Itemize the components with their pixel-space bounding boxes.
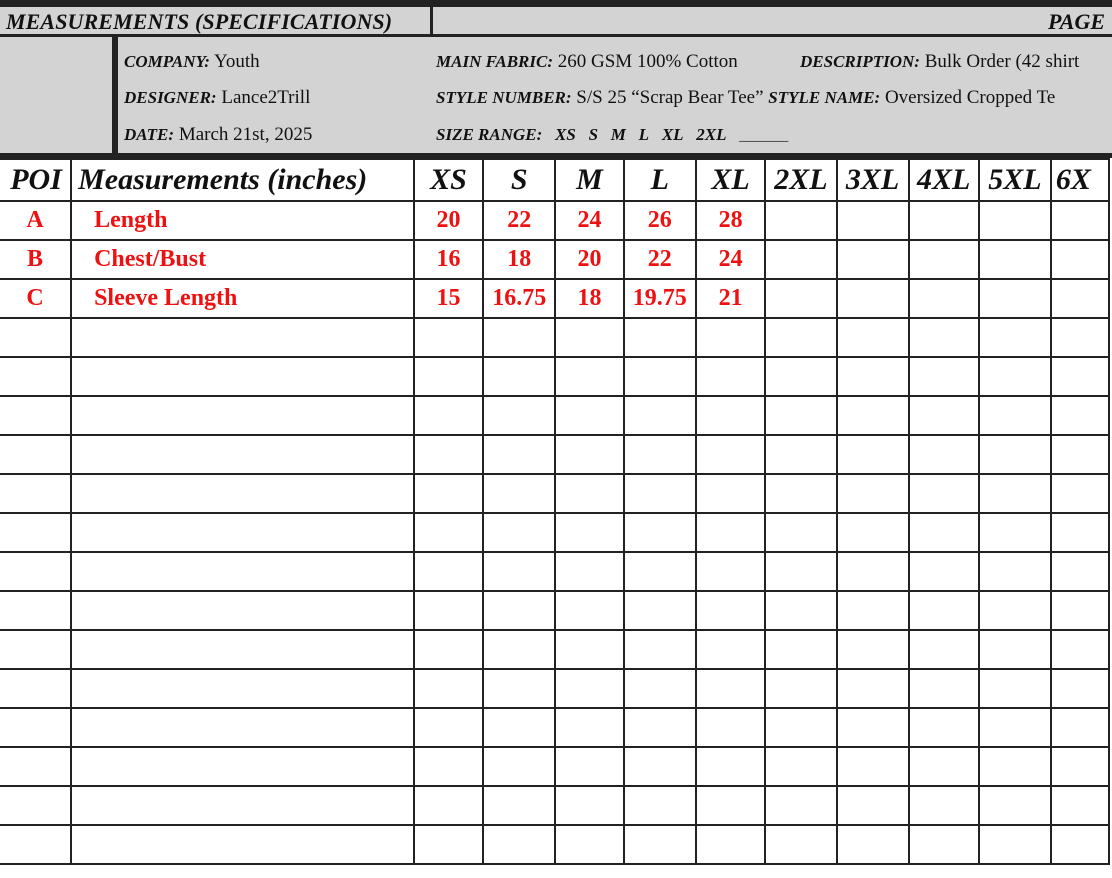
empty-cell	[624, 552, 696, 591]
measurement-value-cell	[1051, 240, 1109, 279]
empty-cell	[765, 786, 836, 825]
empty-cell	[0, 747, 71, 786]
empty-cell	[414, 318, 483, 357]
designer-label: DESIGNER:	[124, 88, 217, 107]
measurement-name-cell: Sleeve Length	[71, 279, 414, 318]
empty-cell	[765, 630, 836, 669]
empty-cell	[979, 747, 1051, 786]
empty-cell	[909, 630, 979, 669]
company-field	[124, 51, 260, 73]
size-range-xs: XS	[555, 125, 576, 144]
measurement-value-cell: 28	[696, 201, 766, 240]
empty-cell	[765, 591, 836, 630]
empty-row	[0, 825, 1109, 864]
empty-cell	[909, 357, 979, 396]
empty-cell	[979, 474, 1051, 513]
empty-cell	[909, 474, 979, 513]
empty-cell	[765, 513, 836, 552]
empty-cell	[483, 669, 555, 708]
empty-cell	[624, 357, 696, 396]
empty-cell	[414, 552, 483, 591]
measurement-value-cell: 22	[483, 201, 555, 240]
empty-row	[0, 435, 1109, 474]
empty-cell	[483, 513, 555, 552]
empty-cell	[71, 669, 414, 708]
empty-cell	[837, 630, 909, 669]
empty-cell	[414, 669, 483, 708]
measurement-value-cell: 20	[555, 240, 623, 279]
empty-cell	[765, 435, 836, 474]
measurement-value-cell	[909, 240, 979, 279]
empty-cell	[1051, 357, 1109, 396]
empty-cell	[909, 747, 979, 786]
empty-cell	[837, 591, 909, 630]
empty-cell	[71, 435, 414, 474]
col-header-5xl: 5XL	[979, 159, 1051, 201]
empty-cell	[1051, 786, 1109, 825]
empty-cell	[414, 357, 483, 396]
empty-cell	[0, 591, 71, 630]
measurement-value-cell	[765, 279, 836, 318]
empty-cell	[696, 435, 766, 474]
empty-cell	[696, 630, 766, 669]
empty-cell	[765, 708, 836, 747]
measurement-value-cell: 15	[414, 279, 483, 318]
measurement-value-cell	[909, 279, 979, 318]
description-field	[800, 51, 1079, 73]
empty-cell	[555, 669, 623, 708]
empty-cell	[71, 318, 414, 357]
empty-cell	[1051, 513, 1109, 552]
empty-cell	[71, 708, 414, 747]
empty-cell	[414, 747, 483, 786]
empty-cell	[624, 396, 696, 435]
empty-cell	[483, 630, 555, 669]
empty-cell	[837, 396, 909, 435]
measurement-value-cell: 26	[624, 201, 696, 240]
table-row	[0, 240, 1109, 279]
empty-cell	[414, 474, 483, 513]
empty-cell	[71, 825, 414, 864]
empty-cell	[483, 435, 555, 474]
empty-cell	[71, 786, 414, 825]
empty-cell	[0, 552, 71, 591]
col-header-l: L	[624, 159, 696, 201]
empty-cell	[1051, 552, 1109, 591]
empty-cell	[483, 318, 555, 357]
empty-cell	[696, 747, 766, 786]
empty-cell	[483, 552, 555, 591]
empty-cell	[71, 747, 414, 786]
measurement-value-cell	[765, 201, 836, 240]
empty-cell	[414, 396, 483, 435]
size-range-label: SIZE RANGE:	[436, 125, 543, 144]
poi-cell: A	[0, 201, 71, 240]
empty-cell	[765, 318, 836, 357]
empty-cell	[909, 825, 979, 864]
empty-cell	[765, 396, 836, 435]
empty-cell	[414, 786, 483, 825]
empty-cell	[696, 552, 766, 591]
table-row	[0, 279, 1109, 318]
empty-cell	[765, 825, 836, 864]
measurements-table	[0, 158, 1110, 865]
empty-cell	[765, 552, 836, 591]
title-bar	[0, 7, 1112, 37]
date-label: DATE:	[124, 125, 175, 144]
empty-cell	[483, 747, 555, 786]
empty-cell	[555, 435, 623, 474]
empty-cell	[624, 669, 696, 708]
measurement-value-cell: 16	[414, 240, 483, 279]
empty-row	[0, 591, 1109, 630]
empty-cell	[765, 357, 836, 396]
empty-cell	[555, 474, 623, 513]
empty-cell	[909, 435, 979, 474]
info-divider	[112, 37, 118, 156]
empty-cell	[909, 513, 979, 552]
style-number-value: S/S 25 “Scrap Bear Tee”	[576, 87, 764, 108]
empty-cell	[624, 435, 696, 474]
style-number-field	[436, 87, 1055, 109]
measurement-name-cell: Chest/Bust	[71, 240, 414, 279]
measurement-value-cell: 20	[414, 201, 483, 240]
company-label: COMPANY:	[124, 52, 210, 71]
empty-cell	[837, 786, 909, 825]
empty-row	[0, 513, 1109, 552]
empty-cell	[696, 669, 766, 708]
header-row	[0, 159, 1109, 201]
empty-row	[0, 747, 1109, 786]
empty-cell	[979, 669, 1051, 708]
measurement-value-cell	[837, 240, 909, 279]
empty-cell	[696, 318, 766, 357]
empty-cell	[979, 435, 1051, 474]
empty-cell	[696, 513, 766, 552]
empty-cell	[696, 786, 766, 825]
measurement-value-cell: 21	[696, 279, 766, 318]
empty-cell	[696, 396, 766, 435]
empty-cell	[555, 396, 623, 435]
empty-cell	[71, 513, 414, 552]
spec-info-panel	[0, 37, 1112, 156]
measurement-value-cell: 24	[555, 201, 623, 240]
empty-cell	[837, 318, 909, 357]
empty-cell	[0, 513, 71, 552]
col-header-poi: POI	[0, 159, 71, 201]
empty-row	[0, 630, 1109, 669]
empty-cell	[837, 552, 909, 591]
empty-cell	[0, 786, 71, 825]
empty-cell	[979, 591, 1051, 630]
empty-cell	[483, 825, 555, 864]
size-range-field	[436, 124, 796, 146]
empty-cell	[696, 708, 766, 747]
empty-cell	[0, 318, 71, 357]
sheet-title: MEASUREMENTS (SPECIFICATIONS)	[6, 9, 393, 34]
size-range-m: M	[610, 125, 626, 144]
empty-cell	[555, 708, 623, 747]
empty-cell	[909, 591, 979, 630]
table-body	[0, 159, 1109, 864]
empty-cell	[1051, 591, 1109, 630]
empty-cell	[483, 786, 555, 825]
empty-cell	[979, 786, 1051, 825]
measurement-value-cell: 24	[696, 240, 766, 279]
size-range-xl: XL	[661, 125, 684, 144]
empty-cell	[1051, 396, 1109, 435]
main-fabric-field	[436, 51, 738, 73]
description-label: DESCRIPTION:	[800, 52, 920, 71]
empty-cell	[696, 474, 766, 513]
empty-cell	[837, 747, 909, 786]
measurement-value-cell	[979, 201, 1051, 240]
col-header-6xl: 6X	[1051, 159, 1109, 201]
empty-cell	[765, 747, 836, 786]
empty-cell	[624, 630, 696, 669]
empty-cell	[837, 435, 909, 474]
col-header-2xl: 2XL	[765, 159, 836, 201]
empty-cell	[483, 474, 555, 513]
empty-cell	[0, 435, 71, 474]
empty-cell	[909, 708, 979, 747]
empty-cell	[837, 708, 909, 747]
empty-cell	[1051, 318, 1109, 357]
empty-cell	[837, 669, 909, 708]
empty-cell	[837, 513, 909, 552]
empty-cell	[909, 669, 979, 708]
empty-cell	[696, 591, 766, 630]
empty-cell	[414, 435, 483, 474]
poi-cell: C	[0, 279, 71, 318]
empty-cell	[414, 708, 483, 747]
style-number-label: STYLE NUMBER:	[436, 88, 572, 107]
top-border	[0, 0, 1112, 7]
measurement-value-cell	[837, 201, 909, 240]
empty-cell	[1051, 435, 1109, 474]
measurement-name-cell: Length	[71, 201, 414, 240]
empty-cell	[979, 708, 1051, 747]
size-range-2xl: 2XL	[696, 125, 727, 144]
size-range-s: S	[588, 125, 599, 144]
empty-cell	[414, 591, 483, 630]
empty-cell	[0, 708, 71, 747]
empty-cell	[555, 357, 623, 396]
col-header-xs: XS	[414, 159, 483, 201]
empty-cell	[71, 474, 414, 513]
empty-cell	[696, 825, 766, 864]
poi-cell: B	[0, 240, 71, 279]
empty-cell	[555, 513, 623, 552]
empty-cell	[979, 513, 1051, 552]
empty-row	[0, 669, 1109, 708]
measurement-value-cell	[765, 240, 836, 279]
empty-cell	[765, 669, 836, 708]
empty-cell	[837, 825, 909, 864]
empty-cell	[909, 786, 979, 825]
empty-row	[0, 318, 1109, 357]
empty-cell	[555, 318, 623, 357]
empty-row	[0, 357, 1109, 396]
empty-cell	[483, 396, 555, 435]
empty-row	[0, 786, 1109, 825]
empty-cell	[71, 591, 414, 630]
empty-cell	[0, 474, 71, 513]
empty-cell	[1051, 669, 1109, 708]
title-divider	[430, 7, 433, 34]
main-fabric-value: 260 GSM 100% Cotton	[557, 51, 738, 72]
empty-row	[0, 552, 1109, 591]
measurement-value-cell: 18	[483, 240, 555, 279]
empty-cell	[71, 552, 414, 591]
col-header-xl: XL	[696, 159, 766, 201]
measurement-value-cell	[979, 240, 1051, 279]
empty-cell	[979, 630, 1051, 669]
empty-cell	[909, 396, 979, 435]
col-header-3xl: 3XL	[837, 159, 909, 201]
empty-cell	[624, 786, 696, 825]
empty-cell	[555, 747, 623, 786]
measurement-value-cell	[1051, 279, 1109, 318]
style-name-label: STYLE NAME:	[768, 88, 881, 107]
empty-cell	[624, 513, 696, 552]
empty-cell	[555, 825, 623, 864]
empty-cell	[71, 357, 414, 396]
main-fabric-label: MAIN FABRIC:	[436, 52, 554, 71]
empty-cell	[555, 786, 623, 825]
empty-cell	[624, 591, 696, 630]
empty-cell	[0, 669, 71, 708]
empty-cell	[0, 825, 71, 864]
empty-cell	[0, 357, 71, 396]
empty-row	[0, 708, 1109, 747]
page-label: PAGE	[1048, 9, 1106, 34]
designer-value: Lance2Trill	[221, 87, 311, 108]
empty-cell	[979, 396, 1051, 435]
empty-cell	[555, 591, 623, 630]
empty-cell	[414, 630, 483, 669]
empty-cell	[1051, 708, 1109, 747]
measurement-value-cell: 18	[555, 279, 623, 318]
measurement-value-cell: 22	[624, 240, 696, 279]
empty-cell	[979, 357, 1051, 396]
measurement-value-cell: 16.75	[483, 279, 555, 318]
empty-cell	[1051, 747, 1109, 786]
empty-cell	[0, 396, 71, 435]
empty-cell	[555, 552, 623, 591]
empty-cell	[71, 396, 414, 435]
col-header-m: M	[555, 159, 623, 201]
empty-cell	[624, 747, 696, 786]
empty-cell	[696, 357, 766, 396]
date-field	[124, 124, 312, 146]
size-range-blank: _______	[739, 129, 789, 144]
empty-cell	[624, 318, 696, 357]
col-header-measurements: Measurements (inches)	[71, 159, 414, 201]
measurement-value-cell	[1051, 201, 1109, 240]
size-range-l: L	[638, 125, 650, 144]
empty-cell	[71, 630, 414, 669]
empty-row	[0, 396, 1109, 435]
col-header-4xl: 4XL	[909, 159, 979, 201]
empty-cell	[837, 357, 909, 396]
empty-cell	[483, 708, 555, 747]
empty-cell	[837, 474, 909, 513]
empty-cell	[979, 825, 1051, 864]
description-value: Bulk Order (42 shirt	[924, 51, 1080, 72]
empty-cell	[979, 318, 1051, 357]
empty-row	[0, 474, 1109, 513]
empty-cell	[979, 552, 1051, 591]
empty-cell	[555, 630, 623, 669]
empty-cell	[624, 825, 696, 864]
empty-cell	[1051, 474, 1109, 513]
measurement-value-cell	[979, 279, 1051, 318]
empty-cell	[909, 552, 979, 591]
empty-cell	[0, 630, 71, 669]
company-value: Youth	[214, 51, 260, 72]
col-header-s: S	[483, 159, 555, 201]
empty-cell	[483, 591, 555, 630]
measurement-value-cell: 19.75	[624, 279, 696, 318]
empty-cell	[624, 474, 696, 513]
empty-cell	[414, 513, 483, 552]
measurement-value-cell	[837, 279, 909, 318]
empty-cell	[1051, 630, 1109, 669]
designer-field	[124, 87, 310, 109]
empty-cell	[483, 357, 555, 396]
date-value: March 21st, 2025	[178, 124, 313, 145]
empty-cell	[765, 474, 836, 513]
table-row	[0, 201, 1109, 240]
measurement-value-cell	[909, 201, 979, 240]
empty-cell	[624, 708, 696, 747]
empty-cell	[909, 318, 979, 357]
empty-cell	[414, 825, 483, 864]
style-name-value: Oversized Cropped Te	[884, 87, 1056, 108]
empty-cell	[1051, 825, 1109, 864]
